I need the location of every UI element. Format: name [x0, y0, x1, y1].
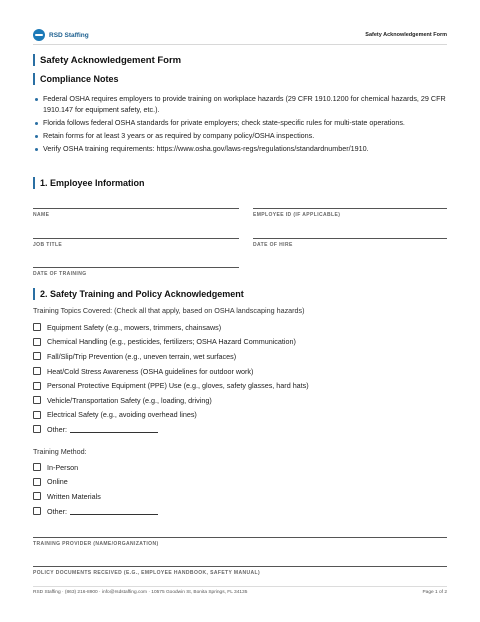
compliance-list: [33, 94, 447, 157]
compliance-heading-block: [33, 73, 119, 85]
compliance-item: Retain forms for at least 3 years or as required by company policy/OSHA inspections.: [33, 131, 447, 142]
topics-intro: Training Topics Covered: (Check all that apply, based on OSHA landscaping hazards): [33, 306, 305, 315]
topic-option[interactable]: [33, 378, 309, 393]
topic-option[interactable]: [33, 320, 309, 335]
accent-bar: [33, 54, 35, 66]
topic-label: Electrical Safety (e.g., avoiding overhead lines): [47, 410, 197, 420]
method-label: Other:: [47, 506, 67, 516]
job-title-label: JOB TITLE: [33, 242, 63, 248]
checkbox[interactable]: [33, 507, 41, 515]
checkbox[interactable]: [33, 382, 41, 390]
method-label: Written Materials: [47, 491, 101, 501]
other-topic-input-line[interactable]: [70, 425, 158, 433]
section2-heading-block: [33, 288, 244, 300]
checkbox[interactable]: [33, 338, 41, 346]
name-label: NAME: [33, 212, 50, 218]
policy-documents-field[interactable]: [33, 566, 447, 576]
accent-bar: [33, 288, 35, 300]
section1-heading: 1. Employee Information: [40, 178, 145, 188]
checkbox[interactable]: [33, 411, 41, 419]
topic-label: Heat/Cold Stress Awareness (OSHA guidelines for outdoor work): [47, 366, 254, 376]
checkbox[interactable]: [33, 367, 41, 375]
compliance-item: Federal OSHA requires employers to provide training on workplace hazards (29 CFR 1910.1200 for chemical hazards, 29 CFR 1910.147 for equipment safety, etc.).: [33, 94, 447, 115]
method-option[interactable]: [33, 489, 158, 504]
brand-name: RSD Staffing: [49, 31, 89, 39]
policy-documents-label: POLICY DOCUMENTS RECEIVED (E.G., EMPLOYEE HANDBOOK, SAFETY MANUAL): [33, 570, 261, 576]
header-divider: [33, 44, 447, 45]
topic-label: Fall/Slip/Trip Prevention (e.g., uneven terrain, wet surfaces): [47, 351, 237, 361]
accent-bar: [33, 177, 35, 189]
topic-option[interactable]: [33, 349, 309, 364]
accent-bar: [33, 73, 35, 85]
footer-contact: RSD Staffing · (863) 216-8900 · info@rsdstaffing.com · 10575 Goodwin St, Bonita Springs, FL 34135: [33, 590, 248, 595]
page-number: Page 1 of 2: [422, 590, 447, 595]
compliance-item: Verify OSHA training requirements: https://www.osha.gov/laws-regs/regulations/standardnumber/1910.: [33, 144, 447, 155]
method-option[interactable]: [33, 460, 158, 475]
date-of-hire-input-line[interactable]: [253, 238, 447, 239]
checkbox[interactable]: [33, 352, 41, 360]
topic-label: Chemical Handling (e.g., pesticides, fertilizers; OSHA Hazard Communication): [47, 337, 296, 347]
date-of-hire-field[interactable]: [253, 238, 447, 248]
topic-option[interactable]: [33, 335, 309, 350]
footer-divider: [33, 586, 447, 587]
topic-label: Personal Protective Equipment (PPE) Use (e.g., gloves, safety glasses, hard hats): [47, 381, 309, 391]
employee-id-field[interactable]: [253, 208, 447, 218]
topic-label: Other:: [47, 424, 67, 434]
topic-label: Equipment Safety (e.g., mowers, trimmers, chainsaws): [47, 322, 222, 332]
topic-label: Vehicle/Transportation Safety (e.g., loading, driving): [47, 395, 212, 405]
name-input-line[interactable]: [33, 208, 239, 209]
checkbox[interactable]: [33, 463, 41, 471]
topic-option-other[interactable]: [33, 422, 309, 437]
form-title: Safety Acknowledgement Form: [40, 54, 182, 66]
method-label: In-Person: [47, 462, 79, 472]
employee-id-label: EMPLOYEE ID (IF APPLICABLE): [253, 212, 341, 218]
other-method-input-line[interactable]: [70, 507, 158, 515]
compliance-heading: Compliance Notes: [40, 74, 119, 84]
policy-documents-input-line[interactable]: [33, 566, 447, 567]
date-of-training-label: DATE OF TRAINING: [33, 271, 87, 277]
compliance-item: Florida follows federal OSHA standards for private employers; check state-specific rules for multi-state operations.: [33, 118, 447, 129]
section2-heading: 2. Safety Training and Policy Acknowledgement: [40, 289, 244, 299]
page-footer: [33, 590, 447, 595]
checkbox[interactable]: [33, 396, 41, 404]
checkbox[interactable]: [33, 425, 41, 433]
training-provider-label: TRAINING PROVIDER (NAME/ORGANIZATION): [33, 541, 159, 547]
method-option[interactable]: [33, 475, 158, 490]
company-logo-icon: [33, 29, 45, 41]
topics-checklist: [33, 320, 309, 437]
job-title-input-line[interactable]: [33, 238, 239, 239]
method-option-other[interactable]: [33, 504, 158, 519]
method-checklist: [33, 460, 158, 518]
method-label: Online: [47, 477, 68, 487]
date-of-training-field[interactable]: [33, 267, 239, 277]
date-of-hire-label: DATE OF HIRE: [253, 242, 293, 248]
employee-id-input-line[interactable]: [253, 208, 447, 209]
method-intro: Training Method:: [33, 447, 87, 456]
checkbox[interactable]: [33, 323, 41, 331]
date-of-training-input-line[interactable]: [33, 267, 239, 268]
checkbox[interactable]: [33, 492, 41, 500]
section1-heading-block: [33, 177, 145, 189]
name-field[interactable]: [33, 208, 239, 218]
topic-option[interactable]: [33, 364, 309, 379]
training-provider-field[interactable]: [33, 537, 447, 547]
checkbox[interactable]: [33, 478, 41, 486]
job-title-field[interactable]: [33, 238, 239, 248]
page-header: [33, 28, 447, 42]
topic-option[interactable]: [33, 393, 309, 408]
topic-option[interactable]: [33, 408, 309, 423]
header-document-title: Safety Acknowledgement Form: [365, 32, 447, 38]
form-title-block: [33, 54, 181, 66]
training-provider-input-line[interactable]: [33, 537, 447, 538]
